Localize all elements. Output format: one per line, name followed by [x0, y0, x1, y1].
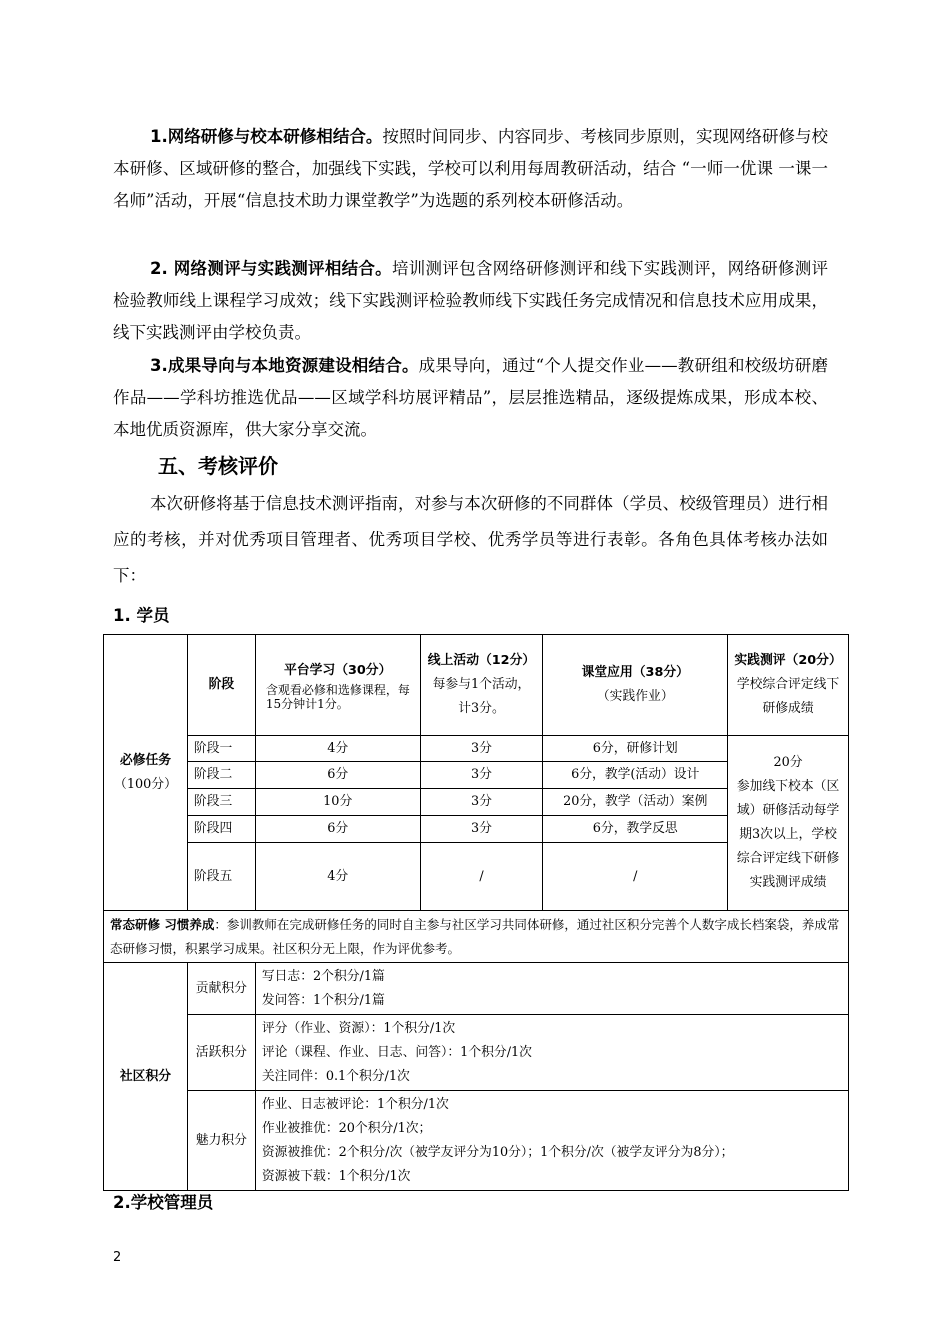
assessment-table [103, 634, 849, 1191]
stage-name: 阶段三 [187, 789, 255, 816]
online-score: 3分 [420, 736, 543, 762]
platform-score: 6分 [255, 762, 420, 789]
habit-cell [104, 911, 849, 963]
class-header-cell [543, 635, 728, 736]
points-detail [255, 1091, 848, 1191]
platform-score: 4分 [255, 843, 420, 911]
points-row [104, 1015, 849, 1091]
page-number: 2 [113, 1250, 122, 1265]
paragraph-1-heading: 1.网络研修与校本研修相结合。 [150, 127, 383, 146]
points-category: 活跃积分 [187, 1015, 255, 1091]
paragraph-3-text: 成果导向，通过“个人提交作业——教研组和校级坊研磨作品——学科坊推选优品——区域学科坊展评精品”，层层推选精品，逐级提炼成果，形成本校、本地优质资源库，供大家分享交流。 [113, 356, 829, 439]
habit-row [104, 911, 849, 963]
class-score: 20分，教学（活动）案例 [543, 789, 728, 816]
stage-name: 阶段四 [187, 816, 255, 843]
paragraph-1 [113, 121, 828, 216]
required-task-points: （100分） [114, 776, 177, 792]
practice-header-title: 实践测评（20分） [734, 653, 842, 668]
platform-score: 6分 [255, 816, 420, 843]
paragraph-1-text: 按照时间同步、内容同步、考核同步原则，实现网络研修与校本研修、区域研修的整合，加强线下实践，学校可以利用每周教研活动，结合 “一师一优课 一课一名师”活动，开展“信息技术助力课堂教学”为选题的系列校本研修活动。 [113, 127, 829, 210]
community-points-label: 社区积分 [104, 963, 188, 1191]
table-header-row [104, 635, 849, 736]
practice-header-cell [728, 635, 849, 736]
stage-name: 阶段一 [187, 736, 255, 762]
class-score: / [543, 843, 728, 911]
points-item: 资源被推优：2个积分/次（被学友评分为10分）；1个积分/次（被学友评分为8分）； [261, 1144, 734, 1160]
points-row [104, 963, 849, 1015]
online-score: / [420, 843, 543, 911]
class-score: 6分，教学(活动）设计 [543, 762, 728, 789]
paragraph-3 [113, 350, 828, 445]
online-score: 3分 [420, 816, 543, 843]
stage-name: 阶段五 [187, 843, 255, 911]
class-header-title: 课堂应用（38分） [581, 665, 689, 680]
class-header-desc: （实践作业） [596, 689, 674, 704]
online-header-cell [420, 635, 543, 736]
online-score: 3分 [420, 789, 543, 816]
table-row [104, 736, 849, 762]
section-heading: 五、考核评价 [158, 454, 278, 478]
practice-detail: 参加线下校本（区域）研修活动每学期3次以上，学校综合评定线下研修实践测评成绩 [736, 779, 840, 890]
points-detail [255, 1015, 848, 1091]
paragraph-3-heading: 3.成果导向与本地资源建设相结合。 [150, 356, 419, 375]
paragraph-4: 本次研修将基于信息技术测评指南，对参与本次研修的不同群体（学员、校级管理员）进行相应的考核，并对优秀项目管理者、优秀项目学校、优秀学员等进行表彰。各角色具体考核办法如下： [113, 494, 828, 585]
subheading-school-admin: 2.学校管理员 [113, 1193, 214, 1212]
points-item: 评分（作业、资源）：1个积分/1次 [261, 1020, 456, 1036]
platform-header-desc: 含观看必修和选修课程，每15分钟计1分。 [265, 683, 410, 711]
online-header-desc: 每参与1个活动，计3分。 [432, 677, 531, 716]
platform-score: 10分 [255, 789, 420, 816]
platform-score: 4分 [255, 736, 420, 762]
points-item: 评论（课程、作业、日志、问答）：1个积分/1次 [261, 1044, 532, 1060]
points-item: 作业、日志被评论：1个积分/1次 [261, 1096, 449, 1112]
class-score: 6分，教学反思 [543, 816, 728, 843]
online-score: 3分 [420, 762, 543, 789]
online-header-title: 线上活动（12分） [427, 653, 536, 668]
paragraph-2 [113, 253, 828, 348]
stage-name: 阶段二 [187, 762, 255, 789]
practice-score-cell [728, 736, 849, 911]
practice-header-desc: 学校综合评定线下研修成绩 [736, 677, 840, 716]
points-row [104, 1091, 849, 1191]
points-item: 资源被下载：1个积分/1次 [261, 1168, 411, 1184]
paragraph-2-heading: 2. 网络测评与实践测评相结合。 [150, 259, 392, 278]
paragraph-2-text: 培训测评包含网络研修测评和线下实践测评，网络研修测评检验教师线上课程学习成效；线下实践测评检验教师线下实践任务完成情况和信息技术应用成果，线下实践测评由学校负责。 [113, 259, 829, 342]
required-task-label: 必修任务 [119, 752, 172, 768]
points-item: 发问答：1个积分/1篇 [261, 992, 385, 1008]
practice-score: 20分 [773, 755, 803, 770]
subheading-students: 1. 学员 [113, 606, 170, 625]
points-item: 写日志：2个积分/1篇 [261, 968, 385, 984]
points-detail [255, 963, 848, 1015]
points-item: 关注同伴：0.1个积分/1次 [261, 1068, 410, 1084]
points-category: 魅力积分 [187, 1091, 255, 1191]
class-score: 6分，研修计划 [543, 736, 728, 762]
platform-header-cell [255, 635, 420, 736]
required-task-cell [104, 635, 188, 911]
points-category: 贡献积分 [187, 963, 255, 1015]
points-item: 作业被推优：20个积分/1次； [261, 1120, 432, 1136]
habit-text: ：参训教师在完成研修任务的同时自主参与社区学习共同体研修，通过社区积分完善个人数字成长档案袋，养成常态研修习惯，积累学习成果。社区积分无上限，作为评优参考。 [110, 916, 840, 956]
habit-heading: 常态研修 习惯养成 [110, 916, 215, 932]
stage-header: 阶段 [187, 635, 255, 736]
platform-header-title: 平台学习（30分） [284, 663, 392, 678]
